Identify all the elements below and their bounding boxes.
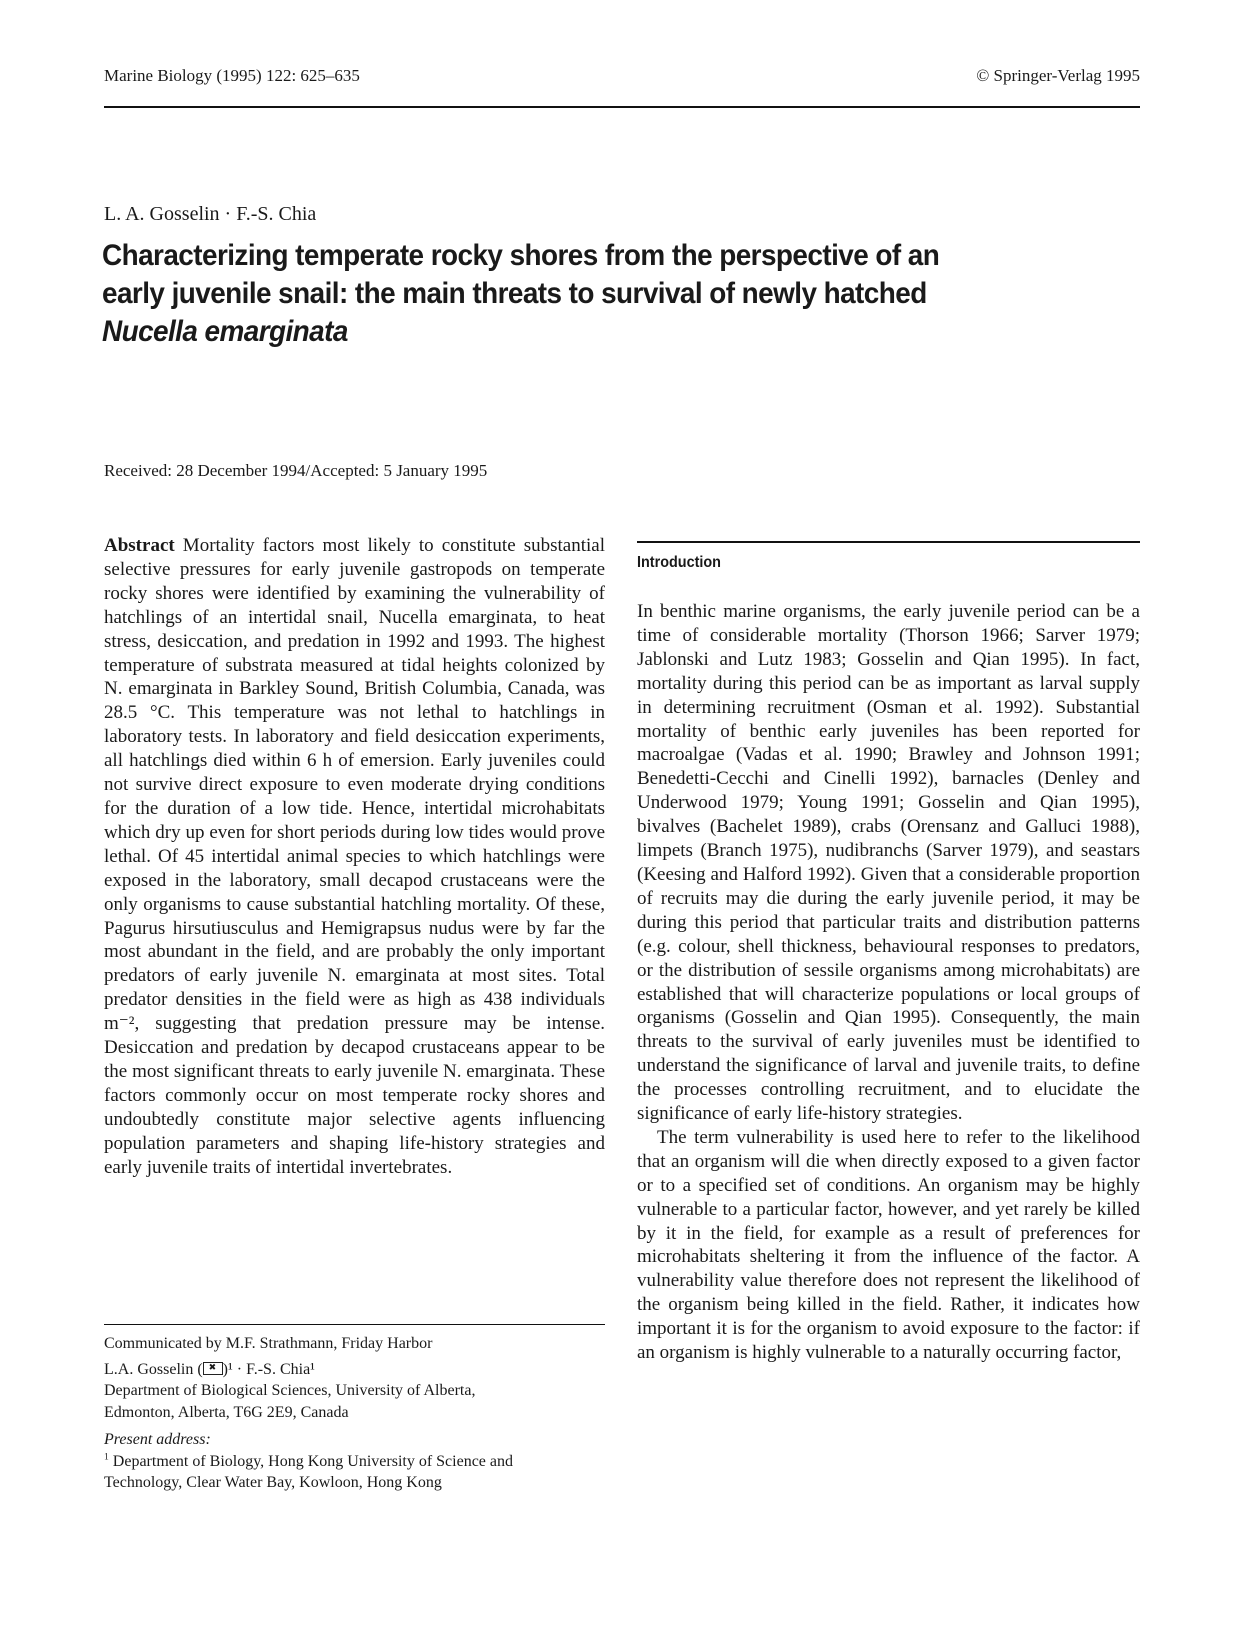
author-2-name: · F.-S. Chia¹	[232, 1360, 315, 1378]
present-address-line-2: Technology, Clear Water Bay, Kowloon, Hong Kong	[104, 1474, 442, 1491]
author-affiliations	[104, 1359, 609, 1381]
footnotes	[104, 1333, 609, 1494]
introduction-paragraph-1: In benthic marine organisms, the early juvenile period can be a time of considerable mortality (Thorson 1966; Sarver 1979; Jablonski and Lutz 1983; Gosselin and Qian 1995). In fact, mortality during this period can be as important as larval supply in determining recruitment (Osman et al. 1992). Substantial mortality of benthic early juveniles has been reported for macroalgae (Vadas et al. 1990; Brawley and Johnson 1991; Benedetti-Cecchi and Cinelli 1992), barnacles (Denley and Underwood 1979; Young 1991; Gosselin and Qian 1995), bivalves (Bachelet 1989), crabs (Orensanz and Galluci 1988), limpets (Branch 1975), nudibranchs (Sarver 1979), and seastars (Keesing and Halford 1992). Given that a considerable proportion of recruits may die during the early juvenile period, it may be during this period that particular traits and distribution patterns (e.g. colour, shell thickness, behavioural responses to predators, or the distribution of sessile organisms among microhabitats) are established that will characterize populations or local groups of organisms (Gosselin and Qian 1995). Consequently, the main threats to the survival of early juveniles must be identified to understand the significance of larval and juvenile traits, to define the processes controlling recruitment, and to elucidate the significance of early life-history strategies.	[637, 601, 1140, 1125]
author-1-sup: )¹	[222, 1360, 233, 1378]
communicated-by: Communicated by M.F. Strathmann, Friday Harbor	[104, 1335, 433, 1352]
title-line-1: Characterizing temperate rocky shores from the perspective of an	[102, 239, 940, 272]
envelope-icon	[203, 1362, 223, 1375]
present-address-sup: 1	[104, 1451, 109, 1463]
present-address-text: Department of Biology, Hong Kong University of Science and	[108, 1452, 514, 1470]
introduction-paragraph-2: The term vulnerability is used here to refer to the likelihood that an organism will die when directly exposed to a given factor or to a specified set of conditions. An organism may be highly vulnerable to a particular factor, however, and yet rarely be killed by it in the field, for example as a result of preferences for microhabitats sheltering it from the influence of the factor. A vulnerability value therefore does not represent the likelihood of the organism being killed in the field. Rather, it indicates how important it is for the organism to avoid exposure to the factor: if an organism is highly vulnerable to a naturally occurring factor,	[637, 1126, 1140, 1364]
author-1-name: L.A. Gosselin (	[104, 1360, 203, 1378]
abstract-heading: Abstract	[104, 535, 175, 556]
title-line-2: early juvenile snail: the main threats to survival of newly hatched	[102, 277, 927, 310]
received-dates: Received: 28 December 1994/Accepted: 5 January 1995	[104, 461, 488, 480]
affiliation-line-1: Department of Biological Sciences, University of Alberta,	[104, 1382, 476, 1399]
introduction-section	[637, 600, 1140, 1365]
title-line-3: Nucella emarginata	[102, 315, 348, 348]
abstract-section	[104, 534, 605, 1179]
introduction-heading: Introduction	[637, 554, 721, 571]
footnote-divider	[104, 1324, 605, 1325]
introduction-divider	[637, 541, 1140, 543]
present-address-line-1	[104, 1451, 609, 1473]
publisher-copyright: © Springer-Verlag 1995	[976, 66, 1140, 85]
abstract-text: Mortality factors most likely to constitute substantial selective pressures for early juvenile gastropods on temperate rocky shores were identified by examining the vulnerability of hatchlings of an intertidal snail, Nucella emarginata, to heat stress, desiccation, and predation in 1992 and 1993. The highest temperature of substrata measured at tidal heights colonized by N. emarginata in Barkley Sound, British Columbia, Canada, was 28.5 °C. This temperature was not lethal to hatchlings in laboratory tests. In laboratory and field desiccation experiments, all hatchlings died within 6 h of emersion. Early juveniles could not survive direct exposure to even moderate drying conditions for the duration of a low tide. Hence, intertidal microhabitats which dry up even for short periods during low tides would prove lethal. Of 45 intertidal animal species to which hatchlings were exposed in the laboratory, small decapod crustaceans were the only organisms to cause substantial hatchling mortality. Of these, Pagurus hirsutiusculus and Hemigrapsus nudus were by far the most abundant in the field, and are probably the only important predators of early juvenile N. emarginata at most sites. Total predator densities in the field were as high as 438 individuals m⁻², suggesting that predation pressure may be intense. Desiccation and predation by decapod crustaceans appear to be the most significant threats to early juvenile N. emarginata. These factors commonly occur on most temperate rocky shores and undoubtedly constitute major selective agents influencing population parameters and shaping life-history strategies and early juvenile traits of intertidal invertebrates.	[104, 535, 605, 1178]
affiliation-line-2: Edmonton, Alberta, T6G 2E9, Canada	[104, 1403, 349, 1421]
present-address-label: Present address:	[104, 1431, 211, 1448]
abstract-paragraph	[104, 534, 605, 1179]
journal-citation: Marine Biology (1995) 122: 625–635	[104, 66, 360, 85]
paper-title	[102, 237, 1032, 351]
author-line: L. A. Gosselin · F.-S. Chia	[104, 203, 317, 225]
header-divider	[104, 106, 1140, 108]
